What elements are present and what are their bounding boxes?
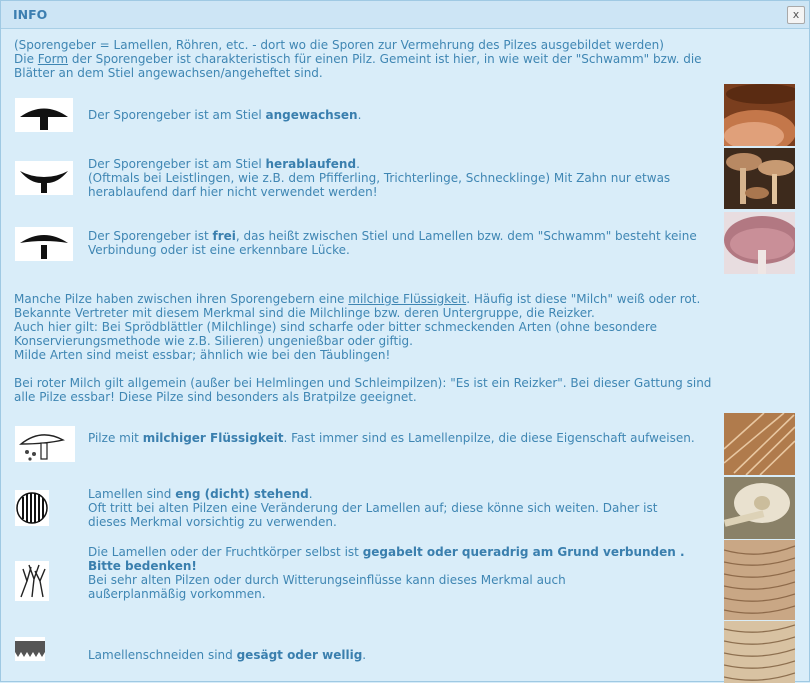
trait-row-forked [88, 545, 708, 601]
row-keyword: angewachsen [265, 108, 358, 122]
mushroom-photo-decurrent [724, 148, 795, 209]
trait-row-crowded [88, 487, 708, 529]
row-keyword: milchiger Flüssigkeit [142, 431, 284, 445]
paragraph-line: alle Pilze essbar! Diese Pilze sind besonders als Bratpilze geeignet. [14, 390, 417, 404]
mushroom-photo-serrated [724, 621, 795, 683]
row-text: . Fast immer sind es Lamellenpilze, die diese Eigenschaft aufweisen. [283, 431, 695, 445]
form-row-decurrent [88, 157, 708, 199]
row-text: Der Sporengeber ist [88, 229, 213, 243]
row-line [88, 157, 708, 171]
intro-text: der Sporengeber ist charakteristisch für einen Pilz. Gemeint ist hier, in wie weit der "Schwamm" bzw. die [68, 52, 702, 66]
paragraph-line: Auch hier gilt: Bei Sprödblättler (Milchlinge) sind scharfe oder bitter schmeckenden Arten (ohne besondere [14, 320, 657, 334]
intro-line: (Sporengeber = Lamellen, Röhren, etc. - dort wo die Sporen zur Vermehrung des Pilzes ausgebildet werden) [14, 38, 664, 52]
row-text: Der Sporengeber ist am Stiel [88, 157, 266, 171]
row-line [88, 545, 708, 559]
row-text: , das heißt zwischen Stiel und Lamellen bzw. dem "Schwamm" besteht keine Verbindung oder ist eine erkennbare Lücke. [88, 229, 697, 257]
row-note: Oft tritt bei alten Pilzen eine Veränderung der Lamellen auf; diese könne sich weiten. Daher ist dieses Merkmal vorsichtig zu verwenden. [88, 501, 658, 529]
serrated-edge-icon [15, 637, 45, 661]
row-line [88, 487, 708, 501]
row-text: Lamellenschneiden sind [88, 648, 237, 662]
paragraph-line [14, 292, 799, 306]
form-row-attached [88, 108, 708, 122]
row-keyword: eng (dicht) stehend [175, 487, 309, 501]
trait-row-serrated [88, 648, 708, 662]
free-gills-icon [15, 227, 73, 261]
intro-paragraph [14, 38, 799, 80]
mushroom-photo-free [724, 212, 795, 274]
row-keyword: Bitte bedenken! [88, 559, 197, 573]
panel-header [1, 1, 809, 29]
paragraph-line: Bekannte Vertreter mit diesem Merkmal sind die Milchlinge bzw. deren Untergruppe, die Reizker. [14, 306, 595, 320]
row-text: . [356, 157, 360, 171]
crowded-gills-icon [15, 490, 49, 526]
row-text: Der Sporengeber ist am Stiel [88, 108, 266, 122]
decurrent-gills-icon [15, 161, 73, 195]
row-text: Pilze mit [88, 431, 143, 445]
paragraph-line: Milde Arten sind meist essbar; ähnlich wie bei den Täublingen! [14, 348, 391, 362]
form-row-free [88, 229, 708, 257]
row-keyword: gegabelt oder queradrig am Grund verbunden . [362, 545, 685, 559]
mushroom-photo-crowded [724, 477, 795, 539]
intro-text: Die [14, 52, 38, 66]
forked-gills-icon [15, 561, 49, 601]
row-line [88, 559, 708, 573]
row-keyword: gesägt oder wellig [236, 648, 363, 662]
panel-title: INFO [13, 7, 48, 22]
milk-paragraph [14, 292, 799, 404]
row-text: . [362, 648, 367, 662]
form-link[interactable]: Form [37, 52, 69, 66]
milky-fluid-icon [15, 426, 75, 462]
close-button[interactable]: x [787, 6, 805, 24]
row-text: Lamellen sind [88, 487, 176, 501]
attached-gills-icon [15, 98, 73, 132]
mushroom-photo-attached [724, 84, 795, 146]
mushroom-photo-milky [724, 413, 795, 475]
row-note: Bei sehr alten Pilzen oder durch Witterungseinflüsse kann dieses Merkmal auch außerplanmäßig vorkommen. [88, 573, 566, 601]
row-note: (Oftmals bei Leistlingen, wie z.B. dem Pfifferling, Trichterlinge, Schnecklinge) Mit Zahn nur etwas herablaufend darf hier nicht verwendet werden! [88, 171, 671, 199]
row-keyword: frei [212, 229, 236, 243]
trait-row-milky [88, 431, 708, 445]
intro-line [14, 52, 799, 66]
row-text: Die Lamellen oder der Fruchtkörper selbst ist [88, 545, 363, 559]
paragraph-text: . Häufig ist diese "Milch" weiß oder rot. [466, 292, 701, 306]
paragraph-line: Bei roter Milch gilt allgemein (außer bei Helmlingen und Schleimpilzen): "Es ist ein Reizker". Bei dieser Gattung sind [14, 376, 712, 390]
mushroom-photo-forked [724, 540, 795, 620]
row-text: . [357, 108, 362, 122]
row-text: . [308, 487, 313, 501]
intro-line: Blätter an dem Stiel angewachsen/angeheftet sind. [14, 66, 323, 80]
milky-fluid-link[interactable]: milchige Flüssigkeit [348, 292, 467, 306]
paragraph-line: Konservierungsmethode wie z.B. Silieren) ungenießbar oder giftig. [14, 334, 413, 348]
paragraph-text: Manche Pilze haben zwischen ihren Sporengebern eine [14, 292, 349, 306]
row-keyword: herablaufend [265, 157, 357, 171]
